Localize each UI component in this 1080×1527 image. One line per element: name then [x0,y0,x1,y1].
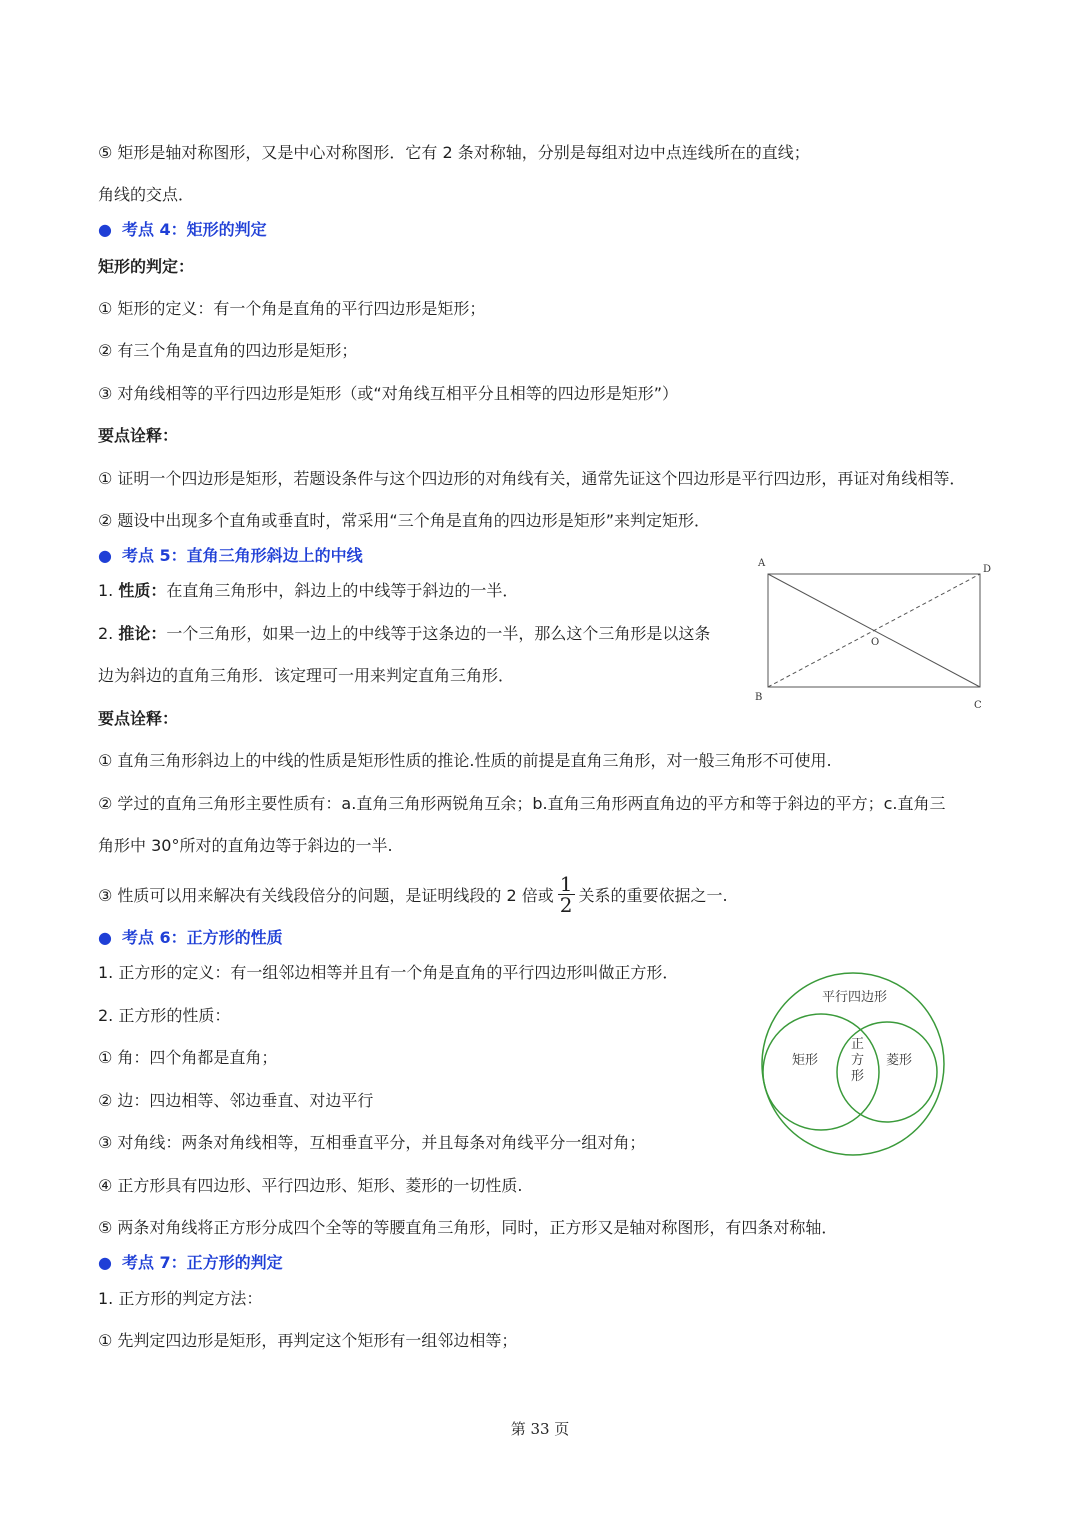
text-line: ⑤ 矩形是轴对称图形，又是中心对称图形．它有 2 条对称轴，分别是每组对边中点连线所在的直线； [98,143,810,162]
fraction-denominator: 2 [559,893,573,917]
text-segment: ③ 性质可以用来解决有关线段倍分的问题，是证明线段的 2 倍或 [98,886,554,905]
text-line: 边为斜边的直角三角形．该定理可一用来判定直角三角形． [98,666,515,685]
vertex-label-d: D [983,564,992,575]
text-line: ⑤ 两条对角线将正方形分成四个全等的等腰直角三角形，同时，正方形又是轴对称图形，有四条对称轴． [98,1218,838,1237]
topic-title: 考点 4：矩形的判定 [121,220,267,239]
term-label: 性质： [118,581,167,600]
page-number: 第 33 页 [510,1420,570,1438]
text-line: ② 有三个角是直角的四边形是矩形； [98,341,358,360]
text-line: ② 边：四边相等、邻边垂直、对边平行 [98,1091,374,1110]
fraction-numerator: 1 [559,872,573,896]
venn-label-square-2: 方 [851,1053,865,1068]
vertex-label-b: B [755,692,763,703]
text-line: ③ 对角线：两条对角线相等，互相垂直平分，并且每条对角线平分一组对角； [98,1133,646,1152]
venn-label-parallelogram: 平行四边形 [822,990,888,1005]
term-text: 一个三角形，如果一边上的中线等于这条边的一半，那么这个三角形是以这条 [166,624,711,643]
venn-label-square-3: 形 [851,1069,865,1084]
text-line: ② 学过的直角三角形主要性质有：a.直角三角形两锐角互余；b.直角三角形两直角边的平方和等于斜边的平方；c.直角三 [98,794,946,813]
venn-label-rectangle: 矩形 [792,1053,819,1068]
topic-title: 考点 6：正方形的性质 [121,928,283,947]
topic-title: 考点 7：正方形的判定 [121,1253,283,1272]
venn-label-rhombus: 菱形 [886,1053,913,1068]
venn-label-square-1: 正 [851,1037,865,1052]
text-line: ① 直角三角形斜边上的中线的性质是矩形性质的推论.性质的前提是直角三角形，对一般三角形不可使用. [98,751,832,770]
text-line: 1. 正方形的判定方法： [98,1289,263,1308]
topic-heading-7 [98,1252,283,1274]
text-line: 2. 正方形的性质： [98,1006,231,1025]
list-number: 2. [98,624,119,643]
term-label: 推论： [118,624,167,643]
section-heading: 矩形的判定： [98,257,195,276]
topic-title: 考点 5：直角三角形斜边上的中线 [121,546,363,565]
text-segment: 关系的重要依据之一. [578,886,728,905]
center-label-o: O [871,637,880,648]
list-number: 1. [98,581,119,600]
text-line: ① 证明一个四边形是矩形，若题设条件与这个四边形的对角线有关，通常先证这个四边形是平行四边形，再证对角线相等． [98,469,966,488]
fraction-one-half [558,874,575,915]
text-line: 角形中 30°所对的直角边等于斜边的一半. [98,836,393,855]
topic-heading-4 [98,219,267,241]
text-line [98,580,518,602]
quadrilateral-venn-diagram [755,968,950,1160]
section-heading: 要点诠释： [98,426,179,445]
bullet-icon: ● [98,546,112,565]
text-line [98,623,710,645]
section-heading: 要点诠释： [98,709,179,728]
text-line: 1. 正方形的定义：有一组邻边相等并且有一个角是直角的平行四边形叫做正方形． [98,963,679,982]
bullet-icon: ● [98,220,112,239]
text-line: ① 矩形的定义：有一个角是直角的平行四边形是矩形； [98,299,486,318]
term-text: 在直角三角形中，斜边上的中线等于斜边的一半． [166,581,519,600]
text-line: ① 角：四个角都是直角； [98,1048,278,1067]
text-line: ④ 正方形具有四边形、平行四边形、矩形、菱形的一切性质. [98,1176,523,1195]
bullet-icon: ● [98,1253,112,1272]
topic-heading-5 [98,545,363,567]
text-line: ① 先判定四边形是矩形，再判定这个矩形有一组邻边相等； [98,1331,518,1350]
bullet-icon: ● [98,928,112,947]
text-line: 角线的交点． [98,185,195,204]
text-line: ② 题设中出现多个直角或垂直时，常采用“三个角是直角的四边形是矩形”来判定矩形． [98,511,711,530]
text-line: ③ 对角线相等的平行四边形是矩形（或“对角线互相平分且相等的四边形是矩形”） [98,384,679,403]
vertex-label-c: C [974,700,982,711]
topic-heading-6 [98,927,283,949]
rectangle-diagonal-figure [750,552,1000,714]
text-line-with-fraction [98,872,728,920]
vertex-label-a: A [758,558,766,569]
